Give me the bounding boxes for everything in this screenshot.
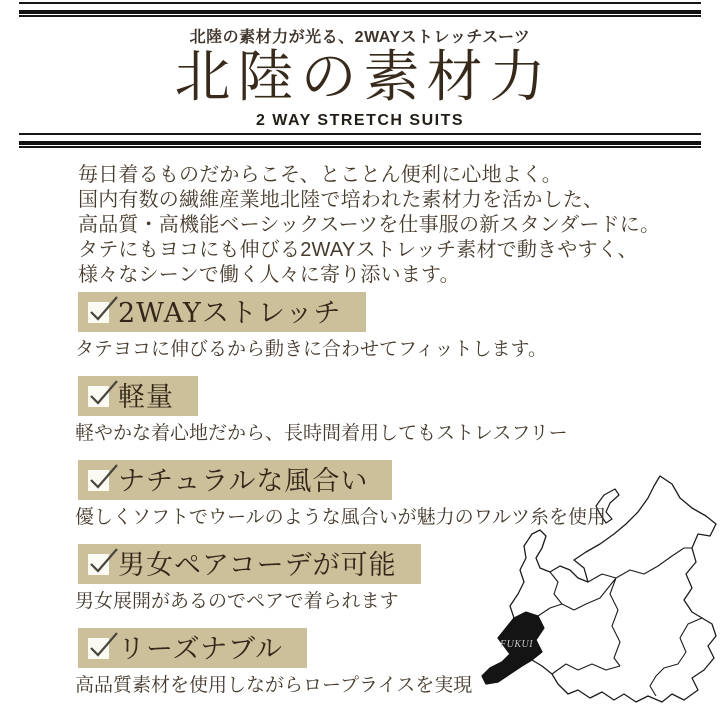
page-title: 北陸の素材力 (174, 45, 553, 110)
feature-label: リーズナブル (118, 634, 284, 665)
bottom-rule-group (19, 133, 701, 148)
feature-badge (78, 544, 421, 584)
main-content (0, 148, 720, 698)
feature-item (75, 376, 720, 446)
intro-line: 様々なシーンで働く人々に寄り添います。 (78, 264, 460, 286)
feature-description: タテヨコに伸びるから動きに合わせてフィットします。 (75, 339, 547, 360)
header-kicker: 北陸の素材力が光る、2WAYストレッチスーツ (189, 29, 531, 46)
feature-badge (78, 460, 392, 500)
checkbox-icon (88, 638, 109, 659)
feature-badge (78, 376, 198, 416)
feature-label: 軽量 (118, 382, 174, 413)
feature-badge (78, 628, 307, 668)
header-subtitle: 2 WAY STRETCH SUITS (255, 112, 465, 129)
feature-label: ナチュラルな風合い (118, 466, 369, 497)
top-rule-group (19, 0, 701, 17)
feature-description: 軽やかな着心地だから、長時間着用してもストレスフリー (75, 423, 568, 444)
feature-item (75, 628, 720, 698)
feature-description: 高品質素材を使用しながらロープライスを実現 (75, 675, 473, 696)
intro-line: 毎日着るものだからこそ、とことん便利に心地よく。 (78, 164, 562, 186)
checkbox-icon (88, 302, 109, 323)
feature-badge (78, 292, 366, 332)
intro-line: タテにもヨコにも伸びる2WAYストレッチ素材で動きやすく、 (78, 239, 638, 261)
feature-description: 優しくソフトでウールのような風合いが魅力のワルツ糸を使用 (75, 507, 607, 528)
feature-description: 男女展開があるのでペアで着られます (75, 591, 399, 612)
fukui-label: FUKUI (500, 639, 534, 650)
feature-item (75, 460, 720, 530)
intro-line: 高品質・高機能ベーシックスーツを仕事服の新スタンダードに。 (78, 214, 661, 236)
feature-label: 男女ペアコーデが可能 (118, 550, 397, 581)
checkbox-icon (88, 386, 109, 407)
feature-label: 2WAYストレッチ (118, 298, 342, 329)
checkbox-icon (88, 554, 109, 575)
checkbox-icon (88, 470, 109, 491)
intro-paragraph (78, 163, 720, 288)
header (0, 27, 720, 130)
feature-list (75, 292, 720, 698)
feature-item (75, 544, 720, 614)
feature-item (75, 292, 720, 362)
rule-thin-top-2 (19, 15, 701, 17)
intro-line: 国内有数の繊維産業地北陸で培われた素材力を活かした、 (78, 189, 604, 211)
